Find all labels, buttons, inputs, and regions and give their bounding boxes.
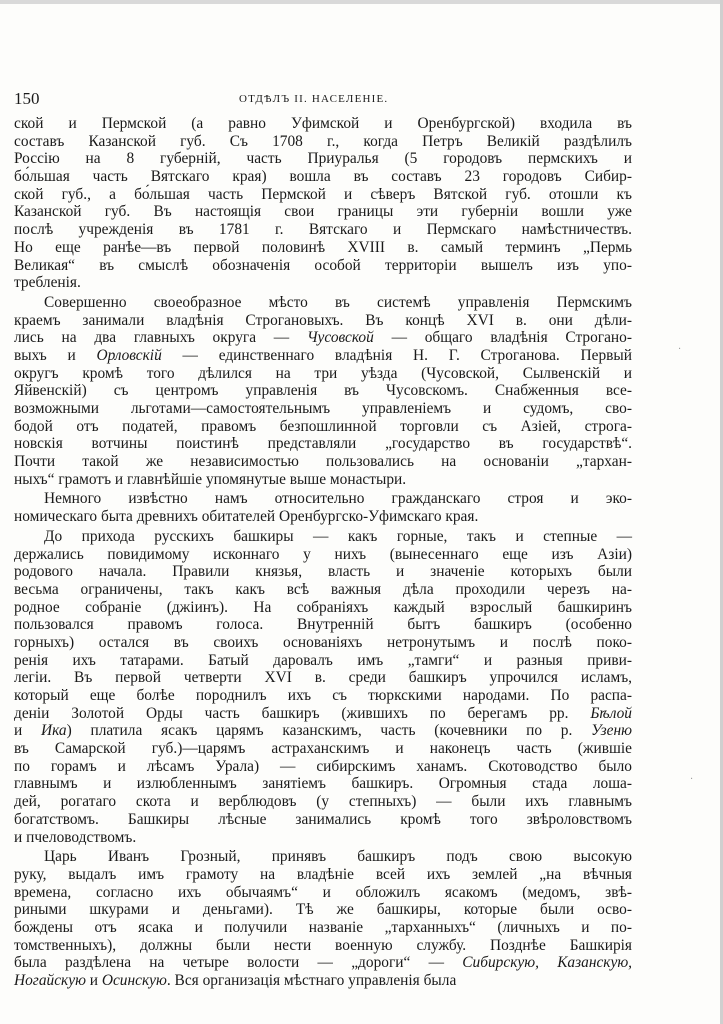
text-run: легіи. Въ первой четверти XVI в. среди башкиръ упрочился исламъ, <box>14 669 632 687</box>
page-header <box>14 89 714 109</box>
text-run: Царь Иванъ Грозный, принявъ башкиръ подъ свою высокую <box>44 848 632 866</box>
text-run: и <box>14 722 41 740</box>
text-run: До прихода русскихъ башкиры — какъ горные, такъ и степные — <box>44 527 632 545</box>
text-line <box>14 312 632 330</box>
text-line <box>14 793 632 811</box>
text-run: весьма ограничены, такъ какъ всѣ важныя дѣла проходили черезъ на- <box>14 580 632 598</box>
page-number: 150 <box>14 89 40 108</box>
paragraph <box>14 294 632 489</box>
text-run: въ Самарской губ.)—царямъ астраханскимъ и наконецъ часть (жившіе <box>14 740 632 758</box>
text-run: округъ кромѣ того дѣлился на три уѣзда (Чусовской, Сылвенскій и <box>14 364 632 382</box>
text-run: бо́льшая часть Вятскаго края) вошла въ составъ 23 городовъ Сибир- <box>14 168 632 186</box>
text-run: послѣ учрежденія въ 1781 г. Вятскаго и Пермскаго намѣстничествъ. <box>14 221 632 239</box>
text-line <box>14 829 632 847</box>
text-line <box>14 382 632 400</box>
text-run: и <box>85 972 102 989</box>
text-line <box>14 972 632 990</box>
text-run: и пчеловодствомъ. <box>14 828 137 846</box>
text-line <box>14 453 632 471</box>
text-run: краемъ занимали владѣнія Строгановыхъ. Въ концѣ XVI в. они дѣли- <box>14 311 632 329</box>
text-run: Великая“ въ смыслѣ обозначенія особой территоріи вышелъ изъ упо- <box>14 256 632 274</box>
paragraph <box>14 528 632 846</box>
text-run: Немного извѣстно намъ относительно гражданскаго строя и эко- <box>44 490 632 508</box>
text-line <box>14 884 632 902</box>
text-run: главнымъ и излюбленнымъ занятіемъ башкиръ. Огромныя стада лошa- <box>14 775 632 793</box>
text-line <box>14 221 632 239</box>
text-line <box>14 848 632 866</box>
text-line <box>14 528 632 546</box>
text-run: возможными льготами—самостоятельнымъ управленіемъ и судомъ, сво- <box>14 400 632 417</box>
text-line <box>14 294 632 312</box>
text-run: держались повидимому исконнаго у нихъ (вынесеннаго еще изъ Азіи) <box>14 545 632 563</box>
italic-term: Ногайскую <box>14 972 86 989</box>
text-line <box>14 546 632 564</box>
text-line <box>14 722 632 740</box>
margin-pencil-mark: · <box>678 344 682 355</box>
text-run: ныхъ“ грамотъ и главнѣйшіе упомянутые выше монастыри. <box>14 470 407 488</box>
margin-pencil-mark: · <box>690 774 694 785</box>
text-line <box>14 919 632 937</box>
text-run: богатствомъ. Башкиры лѣсные занимались кромѣ того звѣроловствомъ <box>14 810 632 828</box>
text-line <box>14 168 632 186</box>
text-line <box>14 150 632 168</box>
text-line <box>14 758 632 776</box>
text-line <box>14 811 632 829</box>
text-run: составъ Казанской губ. Съ 1708 г., когда Петръ Великій раздѣлилъ <box>14 132 632 150</box>
text-line <box>14 435 632 453</box>
italic-term: Бѣлой <box>590 704 632 722</box>
text-run: Но еще ранѣе—въ первой половинѣ XVIII в. самый терминъ „Пермь <box>14 238 632 256</box>
page-top-edge <box>0 0 723 4</box>
text-line <box>14 347 632 365</box>
text-line <box>14 866 632 884</box>
text-run: ской губ., а бо́льшая часть Пермской и сѣверъ Вятской губ. отошли къ <box>14 185 632 203</box>
text-run: горныхъ) остался въ своихъ основаніяхъ нетронутымъ и послѣ поко- <box>14 633 632 651</box>
text-line <box>14 365 632 383</box>
text-run: — единственнаго владѣнія Н. Г. Строганова. Первый <box>161 346 633 364</box>
text-run: была раздѣлена на четыре волости — „дороги“ — <box>14 954 463 972</box>
text-run: времена, согласно ихъ обычаямъ“ и обложилъ ясакомъ (медомъ, звѣ- <box>14 883 632 901</box>
text-run: Россію на 8 губерній, часть Приуралья (5 городовъ пермскихъ и <box>14 150 632 168</box>
text-run: новскія вотчины поистинѣ представляли „государство въ государствѣ“. <box>14 435 632 453</box>
italic-term: Ика <box>40 722 67 740</box>
text-run: . Вся организація мѣстнаго управленія была <box>166 972 457 989</box>
text-line <box>14 115 632 133</box>
text-line <box>14 775 632 793</box>
text-line <box>14 937 632 955</box>
text-run: номическаго быта древнихъ обитателей Оренбургско-Уфимскаго края. <box>14 508 479 526</box>
text-line <box>14 274 632 292</box>
text-run: пользовался правомъ голоса. Внутренній бытъ башкиръ (особенно <box>14 616 632 634</box>
text-run: Казанской губ. Въ настоящія свои границы эти губерніи вошли уже <box>14 203 632 221</box>
text-run: Яйвенскій) съ центромъ управленія въ Чусовскомъ. Снабженныя все- <box>14 382 632 400</box>
text-run: ской и Пермской (а равно Уфимской и Оренбургской) входила въ <box>14 115 632 132</box>
text-run: требленія. <box>14 274 81 292</box>
text-line <box>14 705 632 723</box>
italic-term: Осинскую <box>101 972 167 989</box>
text-line <box>14 616 632 634</box>
text-line <box>14 471 632 489</box>
text-run: родное собраніе (джіинъ). На собраніяхъ каждый взрослый башкиринъ <box>14 598 632 616</box>
text-line <box>14 563 632 581</box>
text-run: Совершенно своеобразное мѣсто въ системѣ управленія Пермскимъ <box>44 293 632 311</box>
text-run: — общаго владѣнія Строгано- <box>373 329 632 347</box>
italic-term: Узеню <box>591 722 632 740</box>
text-line <box>14 581 632 599</box>
text-line <box>14 239 632 257</box>
text-run: который еще болѣе породнилъ ихъ съ тюркскими народами. По распа- <box>14 687 632 704</box>
text-run: руку, выдалъ имъ грамоту на владѣніе всей ихъ землей „на вѣчныя <box>14 865 632 883</box>
running-head: ОТДѢЛЪ II. НАСЕЛЕНІЕ. <box>239 93 389 105</box>
text-line <box>14 740 632 758</box>
text-line <box>14 652 632 670</box>
paragraph <box>14 490 632 525</box>
paragraph <box>14 848 632 990</box>
text-run: бодой отъ податей, правомъ безпошлинной торговли съ Азіей, строга- <box>14 417 632 435</box>
text-run: Почти такой же независимостью пользовались на основаніи „тархан- <box>14 453 632 471</box>
text-line <box>14 599 632 617</box>
text-run: лись на два главныхъ округа — <box>14 329 307 347</box>
text-run: деніи Золотой Орды часть башкиръ (жившихъ по берегамъ рр. <box>14 704 591 722</box>
text-run: дей, рогатаго скота и верблюдовъ (у степныхъ) — были ихъ главнымъ <box>14 793 632 811</box>
text-run: выхъ и <box>14 346 97 364</box>
body-text <box>14 115 632 990</box>
text-line <box>14 490 632 508</box>
text-line <box>14 508 632 526</box>
italic-term: Сибирскую, Казанскую, <box>462 954 633 972</box>
text-run: риными шкурами и деньгами). Тѣ же башкиры, которые были осво- <box>14 901 632 919</box>
text-run: бождены отъ ясака и получили названіе „тарханныхъ“ (личныхъ и по- <box>14 918 632 936</box>
text-run: ренія ихъ татарами. Батый даровалъ имъ „тамги“ и разныя приви- <box>14 651 632 669</box>
text-line <box>14 634 632 652</box>
text-line <box>14 669 632 687</box>
text-line <box>14 418 632 436</box>
italic-term: Чусовской <box>306 329 374 347</box>
text-line <box>14 687 632 705</box>
text-line <box>14 954 632 972</box>
text-line <box>14 133 632 151</box>
text-line <box>14 257 632 275</box>
italic-term: Орловскій <box>96 346 162 364</box>
text-line <box>14 400 632 418</box>
text-line <box>14 901 632 919</box>
text-line <box>14 203 632 221</box>
text-line <box>14 186 632 204</box>
text-run: томственныхъ), должны были нести военную службу. Позднѣе Башкирія <box>14 936 632 954</box>
paragraph <box>14 115 632 292</box>
text-line <box>14 329 632 347</box>
text-run: по горамъ и лѣсамъ Урала) — сибирскимъ ханамъ. Скотоводство было <box>14 757 632 775</box>
text-run: ) платила ясакъ царямъ казанскимъ, часть (кочевники по р. <box>66 722 592 740</box>
text-run: родового начала. Правили князья, власть и значеніе которыхъ были <box>14 563 632 581</box>
